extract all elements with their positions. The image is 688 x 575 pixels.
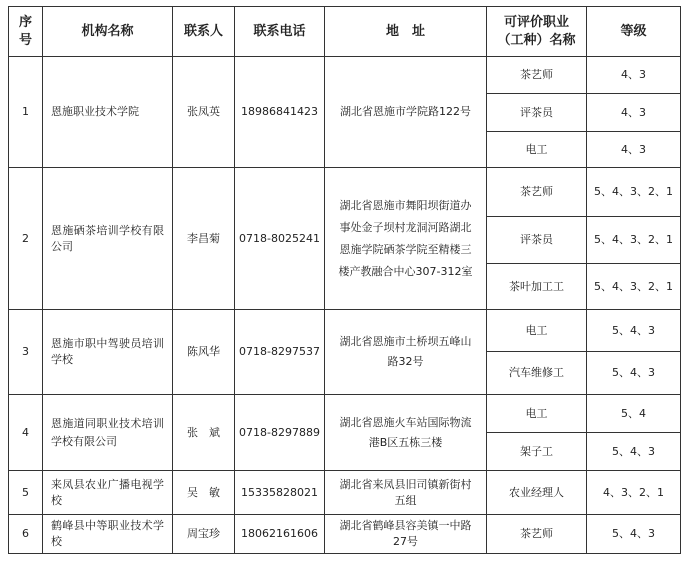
cell-level: 5、4、3 — [587, 352, 681, 395]
cell-phone: 18062161606 — [235, 515, 325, 554]
cell-contact: 张 斌 — [173, 395, 235, 471]
cell-no: 3 — [9, 310, 43, 395]
cell-job: 茶叶加工工 — [487, 264, 587, 310]
header-jobs: 可评价职业（工种）名称 — [487, 7, 587, 57]
cell-level: 5、4 — [587, 395, 681, 433]
cell-contact: 李昌菊 — [173, 168, 235, 310]
cell-address: 湖北省恩施市学院路122号 — [325, 57, 487, 168]
cell-no: 1 — [9, 57, 43, 168]
cell-no: 6 — [9, 515, 43, 554]
cell-contact: 张凤英 — [173, 57, 235, 168]
cell-job: 电工 — [487, 310, 587, 352]
table-row — [9, 57, 681, 94]
cell-org: 恩施道同职业技术培训学校有限公司 — [43, 395, 173, 471]
cell-contact: 周宝珍 — [173, 515, 235, 554]
cell-level: 5、4、3 — [587, 310, 681, 352]
table-row — [9, 515, 681, 554]
cell-address: 湖北省鹤峰县容美镇一中路27号 — [325, 515, 487, 554]
table-row — [9, 471, 681, 515]
cell-phone: 0718-8025241 — [235, 168, 325, 310]
cell-job: 农业经理人 — [487, 471, 587, 515]
cell-job: 茶艺师 — [487, 515, 587, 554]
cell-level: 5、4、3 — [587, 433, 681, 471]
cell-level: 5、4、3、2、1 — [587, 168, 681, 217]
cell-org: 来凤县农业广播电视学校 — [43, 471, 173, 515]
cell-job: 电工 — [487, 395, 587, 433]
cell-level: 5、4、3、2、1 — [587, 217, 681, 264]
table-row — [9, 395, 681, 433]
cell-level: 4、3 — [587, 132, 681, 168]
cell-phone: 0718-8297537 — [235, 310, 325, 395]
cell-address: 湖北省来凤县旧司镇新街村五组 — [325, 471, 487, 515]
header-row — [9, 7, 681, 57]
cell-no: 2 — [9, 168, 43, 310]
cell-job: 茶艺师 — [487, 168, 587, 217]
cell-job: 架子工 — [487, 433, 587, 471]
cell-job: 评茶员 — [487, 94, 587, 132]
cell-job: 茶艺师 — [487, 57, 587, 94]
cell-level: 4、3 — [587, 94, 681, 132]
cell-address: 湖北省恩施火车站国际物流港B区五栋三楼 — [325, 395, 487, 471]
cell-no: 5 — [9, 471, 43, 515]
cell-address: 湖北省恩施市土桥坝五峰山路32号 — [325, 310, 487, 395]
cell-level: 5、4、3、2、1 — [587, 264, 681, 310]
cell-job: 电工 — [487, 132, 587, 168]
cell-phone: 18986841423 — [235, 57, 325, 168]
cell-contact: 陈风华 — [173, 310, 235, 395]
cell-org: 恩施硒茶培训学校有限公司 — [43, 168, 173, 310]
cell-contact: 吴 敏 — [173, 471, 235, 515]
header-phone: 联系电话 — [235, 7, 325, 57]
cell-level: 4、3、2、1 — [587, 471, 681, 515]
table-row — [9, 310, 681, 352]
cell-org: 恩施市职中驾驶员培训学校 — [43, 310, 173, 395]
cell-address: 湖北省恩施市舞阳坝街道办事处金子坝村龙洞河路湖北恩施学院硒茶学院至精楼三楼产教融合中心307-312室 — [325, 168, 487, 310]
cell-phone: 0718-8297889 — [235, 395, 325, 471]
header-no: 序号 — [9, 7, 43, 57]
cell-no: 4 — [9, 395, 43, 471]
header-level: 等级 — [587, 7, 681, 57]
cell-level: 5、4、3 — [587, 515, 681, 554]
header-contact: 联系人 — [173, 7, 235, 57]
training-institutions-table — [8, 6, 681, 554]
cell-org: 恩施职业技术学院 — [43, 57, 173, 168]
cell-job: 评茶员 — [487, 217, 587, 264]
cell-job: 汽车维修工 — [487, 352, 587, 395]
cell-phone: 15335828021 — [235, 471, 325, 515]
cell-level: 4、3 — [587, 57, 681, 94]
header-address: 地 址 — [325, 7, 487, 57]
cell-org: 鹤峰县中等职业技术学校 — [43, 515, 173, 554]
table-row — [9, 168, 681, 217]
header-org: 机构名称 — [43, 7, 173, 57]
